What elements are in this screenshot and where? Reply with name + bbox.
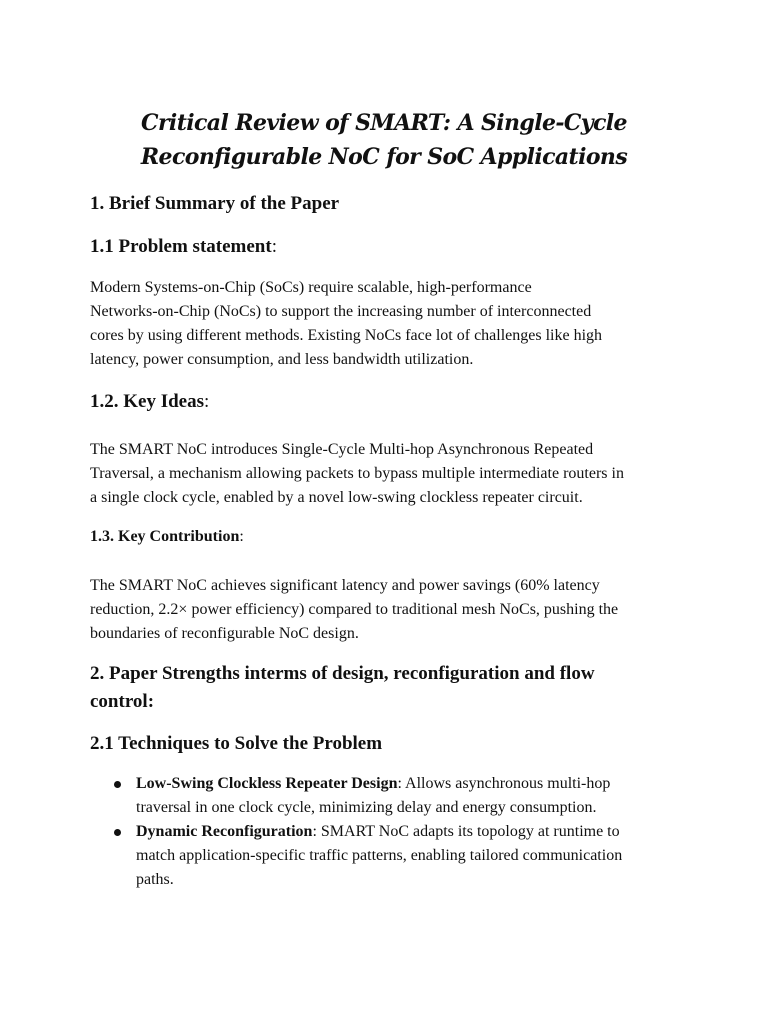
paragraph-line: cores by using different methods. Existing NoCs face lot of challenges like high (90, 327, 603, 344)
bullet-text: : Allows asynchronous multi-hop (397, 775, 611, 792)
title-line-1: Critical Review of SMART: A Single-Cycle (141, 110, 627, 136)
document-title (90, 106, 678, 174)
section-2-heading-line-2: control: (90, 691, 155, 712)
paragraph-line: latency, power consumption, and less bandwidth utilization. (90, 351, 474, 368)
section-1-2-heading (90, 388, 209, 416)
section-2-heading (90, 660, 690, 716)
paragraph-line: The SMART NoC achieves significant latency and power savings (60% latency (90, 577, 600, 594)
section-1-3-heading-colon: : (239, 528, 244, 545)
section-1-2-heading-colon: : (204, 391, 210, 412)
section-1-3-heading-text: 1.3. Key Contribution (90, 528, 240, 545)
section-1-2-heading-text: 1.2. Key Ideas (90, 391, 204, 412)
bullet-dot-icon (114, 829, 121, 836)
list-item (90, 820, 690, 892)
bullet-first-line (136, 820, 690, 844)
key-contribution-paragraph (90, 574, 690, 646)
key-ideas-paragraph (90, 438, 690, 510)
section-1-1-heading (90, 233, 277, 261)
problem-statement-paragraph (90, 276, 690, 372)
title-line-2: Reconfigurable NoC for SoC Applications (140, 144, 628, 170)
section-1-1-heading-colon: : (271, 236, 277, 257)
section-2-heading-line-1: 2. Paper Strengths interms of design, reconfiguration and flow (90, 663, 595, 684)
paragraph-line: Traversal, a mechanism allowing packets to bypass multiple intermediate routers in (90, 465, 624, 482)
bullet-first-line (136, 772, 690, 796)
paragraph-line: boundaries of reconfigurable NoC design. (90, 625, 359, 642)
techniques-bullet-list (90, 772, 690, 892)
bullet-term: Dynamic Reconfiguration (136, 823, 313, 840)
list-item (90, 772, 690, 820)
paragraph-line: reduction, 2.2× power efficiency) compared to traditional mesh NoCs, pushing the (90, 601, 619, 618)
section-1-heading: 1. Brief Summary of the Paper (90, 193, 340, 214)
bullet-line: match application-specific traffic patterns, enabling tailored communication (136, 847, 623, 864)
bullet-line: traversal in one clock cycle, minimizing delay and energy consumption. (136, 799, 597, 816)
bullet-text: : SMART NoC adapts its topology at runtime to (312, 823, 620, 840)
paragraph-line: a single clock cycle, enabled by a novel low-swing clockless repeater circuit. (90, 489, 583, 506)
section-2-1-heading: 2.1 Techniques to Solve the Problem (90, 733, 383, 754)
section-1-1-heading-text: 1.1 Problem statement (90, 236, 272, 257)
paragraph-line: The SMART NoC introduces Single-Cycle Multi-hop Asynchronous Repeated (90, 441, 594, 458)
bullet-term: Low-Swing Clockless Repeater Design (136, 775, 398, 792)
paragraph-line: Networks-on-Chip (NoCs) to support the increasing number of interconnected (90, 303, 592, 320)
bullet-line: paths. (136, 871, 174, 888)
section-1-3-heading (90, 526, 244, 548)
paragraph-line: Modern Systems-on-Chip (SoCs) require scalable, high-performance (90, 279, 532, 296)
bullet-dot-icon (114, 781, 121, 788)
